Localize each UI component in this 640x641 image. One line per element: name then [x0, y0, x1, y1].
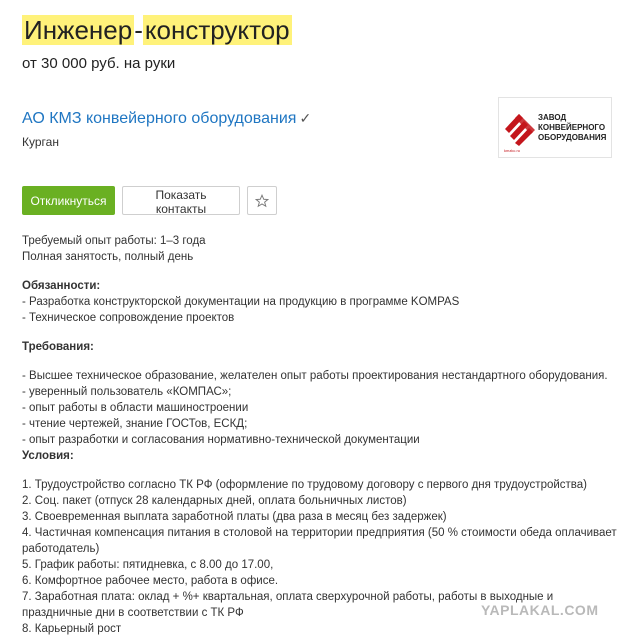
logo-small-text: kmzkc.ru	[504, 148, 520, 153]
company-logo[interactable]	[498, 97, 612, 158]
condition-item: 1. Трудоустройство согласно ТК РФ (оформление по трудовому договору с первого дня трудоустройства)	[22, 479, 588, 491]
title-highlight-1: Инженер	[24, 15, 133, 45]
favorite-button[interactable]	[247, 186, 277, 215]
condition-item: 4. Частичная компенсация питания в столовой на территории предприятия (50 % стоимости обеда оплачивает работодатель)	[22, 527, 617, 555]
star-icon	[255, 194, 269, 208]
employment: Полная занятость, полный день	[22, 251, 194, 263]
requirement-item: - опыт разработки и согласования нормативно-технической документации	[22, 434, 420, 446]
title-highlight-2: конструктор	[144, 15, 290, 45]
conditions-heading: Условия:	[22, 450, 74, 462]
duties-heading: Обязанности:	[22, 280, 101, 292]
condition-item: 8. Карьерный рост	[22, 623, 122, 635]
logo-line-1: ЗАВОД	[538, 113, 567, 122]
show-contacts-button[interactable]: Показать контакты	[122, 186, 240, 215]
company-name: АО КМЗ конвейерного оборудования	[22, 110, 297, 127]
requirement-item: - Высшее техническое образование, желателен опыт работы проектирования нестандартного оборудования.	[22, 370, 608, 382]
check-icon: ✓	[299, 110, 312, 126]
logo-text	[538, 113, 612, 143]
watermark: YAPLAKAL.COM	[481, 602, 599, 618]
logo-line-2: КОНВЕЙЕРНОГО	[538, 123, 606, 132]
requirement-item: - чтение чертежей, знание ГОСТов, ЕСКД;	[22, 418, 248, 430]
condition-item: 2. Соц. пакет (отпуск 28 календарных дней, оплата больничных листов)	[22, 495, 407, 507]
company-city: Курган	[22, 135, 59, 149]
title-dash: -	[134, 15, 143, 45]
condition-item: 7. Заработная плата: оклад + %+ квартальная, оплата сверхурочной работы, работы в выходные и праздничные дни в соответствии с ТК РФ	[22, 591, 554, 619]
duty-item: - Техническое сопровождение проектов	[22, 312, 235, 324]
apply-button[interactable]: Откликнуться	[22, 186, 115, 215]
condition-item: 3. Своевременная выплата заработной платы (два раза в месяц без задержек)	[22, 511, 447, 523]
duty-item: - Разработка конструкторской документации на продукцию в программе KOMPAS	[22, 296, 460, 308]
requirement-item: - опыт работы в области машиностроении	[22, 402, 249, 414]
experience: Требуемый опыт работы: 1–3 года	[22, 235, 206, 247]
logo-emblem-icon	[501, 112, 537, 146]
vacancy-title	[22, 14, 292, 46]
condition-item: 5. График работы: пятидневка, с 8.00 до 17.00,	[22, 559, 274, 571]
salary: от 30 000 руб. на руки	[22, 55, 176, 72]
requirements-heading: Требования:	[22, 341, 94, 353]
requirement-item: - уверенный пользователь «КОМПАС»;	[22, 386, 232, 398]
condition-item: 6. Комфортное рабочее место, работа в офисе.	[22, 575, 279, 587]
company-link[interactable]	[22, 110, 311, 128]
vacancy-description	[22, 233, 622, 637]
logo-line-3: ОБОРУДОВАНИЯ	[538, 133, 607, 142]
